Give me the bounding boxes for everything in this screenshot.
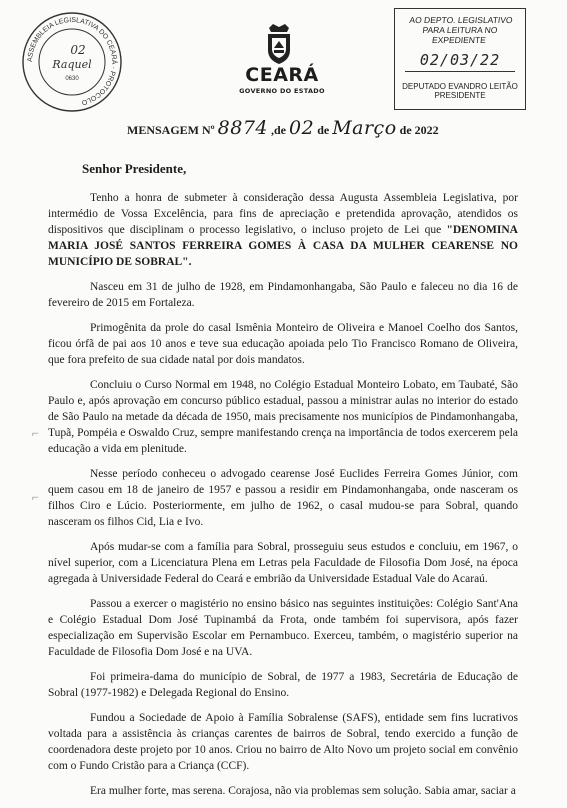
letter-body bbox=[48, 190, 518, 808]
logo-governo: GOVERNO DO ESTADO bbox=[239, 87, 325, 95]
paragraph-8: Foi primeira-dama do município de Sobral, de 1977 a 1983, Secretária de Educação de Sobral (1977-1982) e Delegada Regional do Ensino. bbox=[48, 671, 518, 699]
message-label: MENSAGEM Nº bbox=[127, 123, 215, 137]
stamp-ring-text: ASSEMBLEIA LEGISLATIVA DO CEARÁ · PROTOCOLO bbox=[26, 16, 118, 106]
paragraph-7: Passou a exercer o magistério no ensino básico nas seguintes instituições: Colégio Sant'Ana e Colégio Estadual Dom José Tupinambá da Frota, onde também foi supervisora, após fazer especialização em Supervisão Escolar em Pernambuco. Exerceu, também, o magistério superior na Faculdade de Filosofia Dom José e na UVA. bbox=[48, 598, 518, 658]
stamp-line-1: AO DEPTO. LEGISLATIVO bbox=[408, 15, 514, 25]
stamp-date: 02/03/22 bbox=[419, 51, 501, 69]
message-header bbox=[127, 117, 439, 139]
paragraph-1: Tenho a honra de submeter à consideração dessa Augusta Assembleia Legislativa, por intermédio de Vossa Excelência, para fins de apreciação e pretendida aprovação, atendidos os dispositivos que disciplinam o processo legislativo, o incluso projeto de Lei que "DENOMINA MARIA JOSÉ SANTOS FERREIRA GOMES À CASA DA MULHER CEARENSE NO MUNICÍPIO DE SOBRAL". bbox=[48, 192, 518, 268]
message-year: de 2022 bbox=[399, 123, 439, 137]
paragraph-10: Era mulher forte, mas serena. Corajosa, não via problemas sem solução. Sabia amar, saciar a bbox=[90, 785, 516, 797]
stamp-handwritten-date: 02 bbox=[70, 43, 86, 57]
message-de-2: de bbox=[317, 123, 330, 137]
bill-title: "DENOMINA MARIA JOSÉ SANTOS FERREIRA GOMES À CASA DA MULHER CEARENSE NO MUNICÍPIO DE SOBRAL". bbox=[48, 224, 518, 268]
stamp-divider bbox=[405, 71, 515, 72]
paragraph-2: Nasceu em 31 de julho de 1928, em Pindamonhangaba, São Paulo e faleceu no dia 16 de fevereiro de 2015 em Fortaleza. bbox=[48, 281, 518, 309]
message-de-1: ,de bbox=[271, 123, 286, 137]
salutation: Senhor Presidente, bbox=[82, 161, 187, 176]
paragraph-5: Nesse período conheceu o advogado cearense José Euclides Ferreira Gomes Júnior, com quem casou em 18 de janeiro de 1957 e passou a residir em Pindamonhangaba, onde nasceram os filhos Ciro e Lúcio. Posteriormente, em julho de 1962, o casal mudou-se para Sobral, quando nasceram os filhos Cid, Lia e Ivo. bbox=[48, 468, 518, 528]
message-month: Março bbox=[332, 117, 397, 139]
paragraph-6: Após mudar-se com a família para Sobral, prosseguiu seus estudos e concluiu, em 1967, o nível superior, com a Licenciatura Plena em Letras pela Faculdade de Filosofia Dom José, na época agregada à Universidade Federal do Ceará e embrião da Universidade Estadual Vale do Acaraú. bbox=[48, 541, 518, 585]
paragraph-3: Primogênita da prole do casal Ismênia Monteiro de Oliveira e Manoel Coelho dos Santos, ficou órfã de pai aos 10 anos e teve sua educação apoiada pelo Tio Francisco Romano de Oliveira, que fora prefeito de sua cidade natal por dois mandatos. bbox=[48, 322, 518, 366]
paragraph-4: Concluiu o Curso Normal em 1948, no Colégio Estadual Monteiro Lobato, em Taubaté, São Paulo e, após aprovação em concurso público estadual, passou a ministrar aulas no interior do estado de São Paulo na metade da década de 1950, mais precisamente nos municípios de Pindamonhangaba, Tupã, Pompéia e Oswaldo Cruz, sempre manifestando crença na importância de todos exercerem pela educação a vida em plenitude. bbox=[48, 379, 518, 455]
stamp-number: 0630 bbox=[65, 76, 79, 82]
logo-ceara: CEARÁ bbox=[245, 64, 319, 86]
margin-mark: ⌐ bbox=[32, 426, 39, 440]
reception-stamp-right bbox=[394, 8, 526, 110]
stamp-line-4: PRESIDENTE bbox=[434, 91, 486, 100]
message-number: 8874 bbox=[217, 117, 268, 139]
paragraph-9: Fundou a Sociedade de Apoio à Família Sobralense (SAFS), entidade sem fins lucrativos voltada para a assistência às crianças carentes de bairros de Sobral, tendo exercido a função de coordenadora deste projeto por 10 anos. Criou no bairro de Alto Novo um projeto social em convênio com o Fundo Cristão para a Criança (CCF). bbox=[48, 712, 518, 772]
protocol-stamp-left bbox=[20, 10, 124, 114]
state-crest-icon bbox=[260, 22, 298, 66]
stamp-line-2: PARA LEITURA NO EXPEDIENTE bbox=[421, 25, 498, 45]
message-day: 02 bbox=[289, 117, 315, 139]
stamp-line-3: DEPUTADO EVANDRO LEITÃO bbox=[402, 82, 518, 91]
margin-mark: ⌐ bbox=[32, 490, 39, 504]
stamp-handwritten-sign: Raquel bbox=[52, 58, 92, 71]
